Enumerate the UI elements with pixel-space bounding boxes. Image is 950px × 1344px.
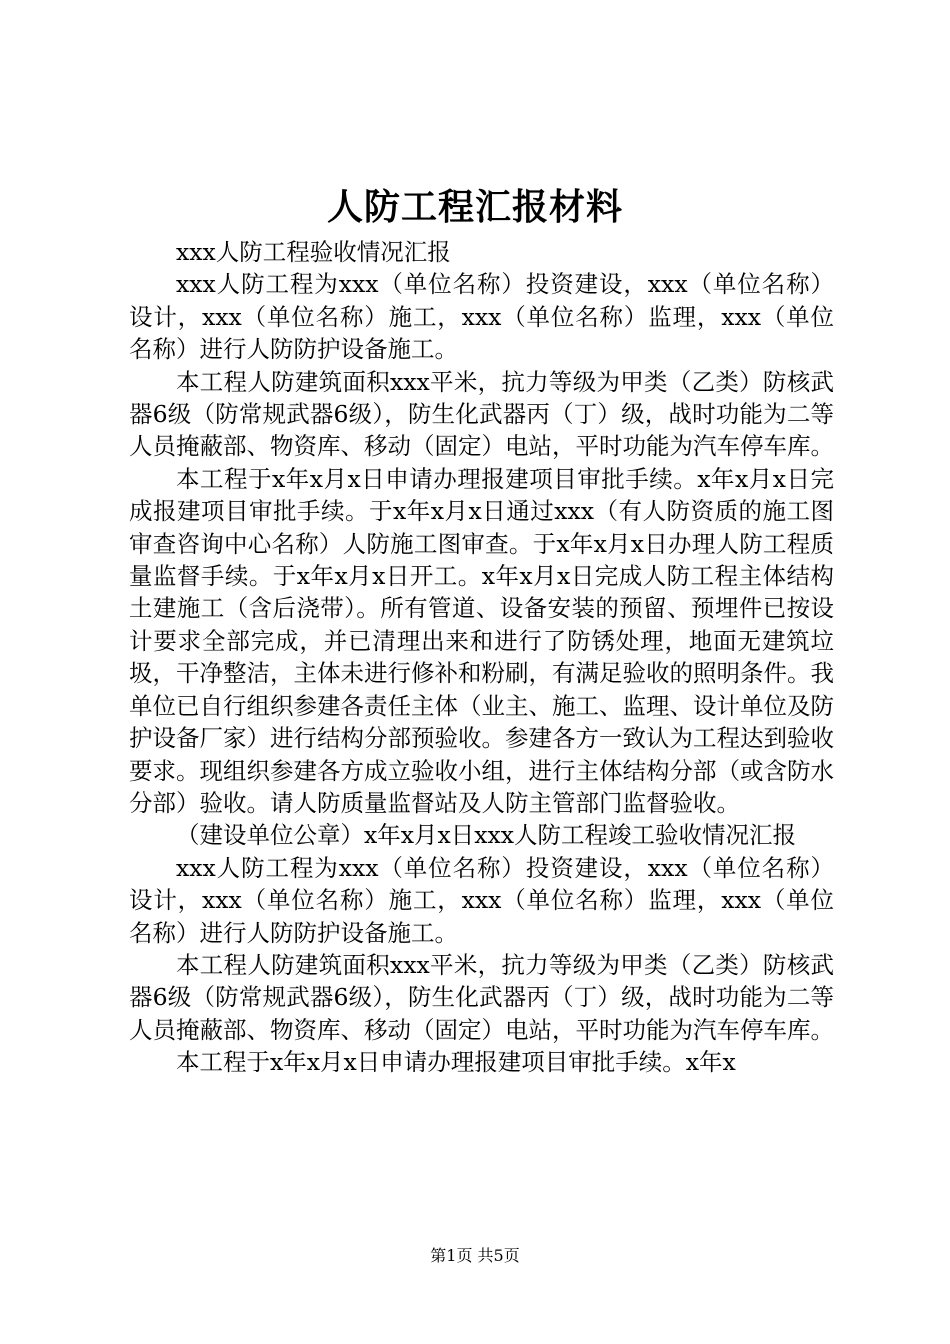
- paragraph: 本工程人防建筑面积xxx平米，抗力等级为甲类（乙类）防核武器6级（防常规武器6级），防生化武器丙（丁）级，战时功能为二等人员掩蔽部、物资库、移动（固定）电站，平时功能为汽车停车库。: [129, 367, 834, 461]
- paragraph: xxx人防工程为xxx（单位名称）投资建设，xxx（单位名称）设计，xxx（单位名称）施工，xxx（单位名称）监理，xxx（单位名称）进行人防防护设备施工。: [129, 853, 834, 947]
- page-footer: 第1页 共5页: [430, 1246, 520, 1265]
- paragraph: 本工程人防建筑面积xxx平米，抗力等级为甲类（乙类）防核武器6级（防常规武器6级），防生化武器丙（丁）级，战时功能为二等人员掩蔽部、物资库、移动（固定）电站，平时功能为汽车停车库。: [129, 950, 834, 1044]
- paragraph: xxx人防工程为xxx（单位名称）投资建设，xxx（单位名称）设计，xxx（单位名称）施工，xxx（单位名称）监理，xxx（单位名称）进行人防防护设备施工。: [129, 270, 834, 364]
- paragraph: xxx人防工程验收情况汇报: [176, 238, 451, 266]
- paragraph: 本工程于x年x月x日申请办理报建项目审批手续。x年x: [176, 1048, 736, 1077]
- document-body: [129, 236, 834, 1079]
- document-title: 人防工程汇报材料: [326, 186, 623, 228]
- paragraph: （建设单位公章）x年x月x日xxx人防工程竣工验收情况汇报: [176, 821, 797, 850]
- paragraph: 本工程于x年x月x日申请办理报建项目审批手续。x年x月x日完成报建项目审批手续。于x年x月x日通过xxx（有人防资质的施工图审查咨询中心名称）人防施工图审查。于x年x月x日办理人防工程质量监督手续。于x年x月x日开工。x年x月x日完成人防工程主体结构土建施工（含后浇带）。所有管道、设备安装的预留、预埋件已按设计要求全部完成，并已清理出来和进行了防锈处理，地面无建筑垃圾，干净整洁，主体未进行修补和粉刷，有满足验收的照明条件。我单位已自行组织参建各责任主体（业主、施工、监理、设计单位及防护设备厂家）进行结构分部预验收。参建各方一致认为工程达到验收要求。现组织参建各方成立验收小组，进行主体结构分部（或含防水分部）验收。请人防质量监督站及人防主管部门监督验收。: [129, 464, 834, 817]
